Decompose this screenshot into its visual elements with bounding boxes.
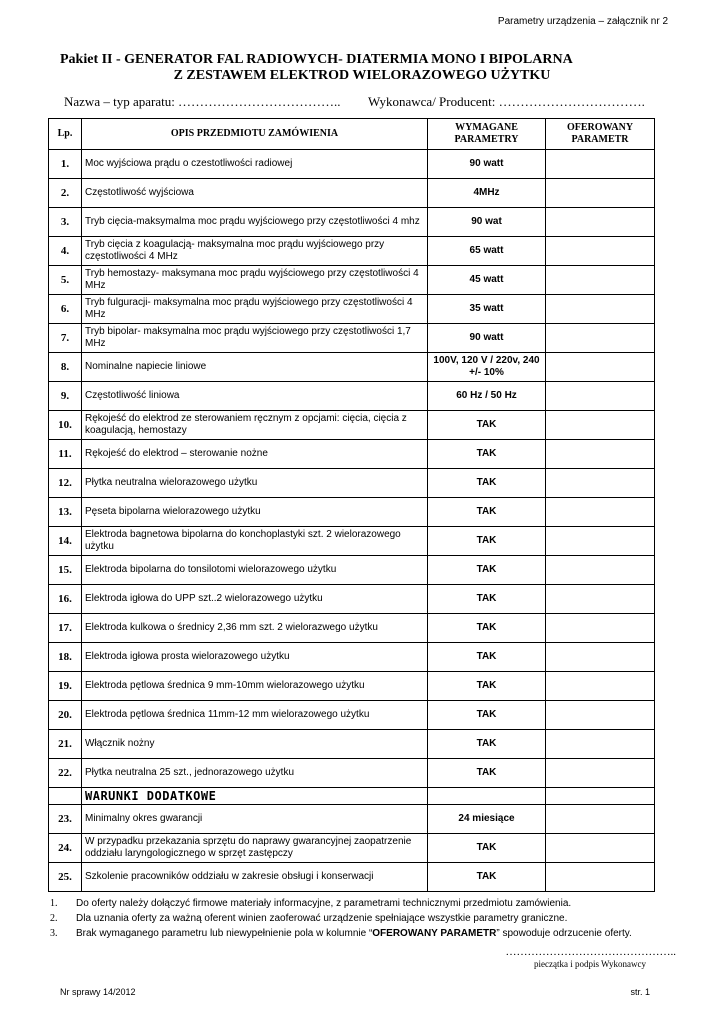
note-number: 3. <box>50 928 58 939</box>
row-required-parameter: TAK <box>428 585 546 614</box>
row-number: 5. <box>49 266 82 295</box>
row-description: Elektroda bagnetowa bipolarna do konchoplastyki szt. 2 wielorazowego użytku <box>82 527 428 556</box>
row-offered-parameter[interactable] <box>546 411 655 440</box>
row-required-parameter: TAK <box>428 614 546 643</box>
section-empty-cell <box>428 788 546 805</box>
row-description: Elektroda pętlowa średnica 11mm-12 mm wielorazowego użytku <box>82 701 428 730</box>
table-row <box>49 805 655 834</box>
row-number: 20. <box>49 701 82 730</box>
row-required-parameter: TAK <box>428 730 546 759</box>
table-row <box>49 672 655 701</box>
row-description: Tryb cięcia z koagulacją- maksymalna moc prądu wyjściowego przy częstotliwości 4 MHz <box>82 237 428 266</box>
row-offered-parameter[interactable] <box>546 730 655 759</box>
footer-case-number: Nr sprawy 14/2012 <box>60 987 136 997</box>
footer-page-number: str. 1 <box>630 987 650 997</box>
table-row <box>49 150 655 179</box>
note-text: Dla uznania oferty za ważną oferent winien zaoferować urządzenie spełniające wszystkie parametry graniczne. <box>76 913 568 924</box>
row-required-parameter: 60 Hz / 50 Hz <box>428 382 546 411</box>
row-offered-parameter[interactable] <box>546 643 655 672</box>
row-offered-parameter[interactable] <box>546 353 655 382</box>
note-item <box>50 896 670 911</box>
note-number: 2. <box>50 913 58 924</box>
row-offered-parameter[interactable] <box>546 701 655 730</box>
row-offered-parameter[interactable] <box>546 498 655 527</box>
row-required-parameter: 100V, 120 V / 220v, 240 +/- 10% <box>428 353 546 382</box>
row-required-parameter: TAK <box>428 411 546 440</box>
row-number: 8. <box>49 353 82 382</box>
row-offered-parameter[interactable] <box>546 805 655 834</box>
row-required-parameter: 4MHz <box>428 179 546 208</box>
row-offered-parameter[interactable] <box>546 469 655 498</box>
row-number: 7. <box>49 324 82 353</box>
row-required-parameter: 35 watt <box>428 295 546 324</box>
row-offered-parameter[interactable] <box>546 863 655 892</box>
row-required-parameter: TAK <box>428 834 546 863</box>
table-row <box>49 208 655 237</box>
table-row <box>49 863 655 892</box>
table-row <box>49 730 655 759</box>
row-required-parameter: TAK <box>428 527 546 556</box>
row-required-parameter: TAK <box>428 701 546 730</box>
row-number: 11. <box>49 440 82 469</box>
note-number: 1. <box>50 898 58 909</box>
row-number: 23. <box>49 805 82 834</box>
table-row <box>49 759 655 788</box>
table-row <box>49 585 655 614</box>
row-offered-parameter[interactable] <box>546 672 655 701</box>
parameters-table <box>48 118 655 892</box>
row-number: 25. <box>49 863 82 892</box>
row-offered-parameter[interactable] <box>546 295 655 324</box>
row-description: Włącznik nożny <box>82 730 428 759</box>
document-top-note: Parametry urządzenia – załącznik nr 2 <box>497 16 668 27</box>
signature-label: pieczątka i podpis Wykonawcy <box>533 959 646 969</box>
row-number: 12. <box>49 469 82 498</box>
row-description: Nominalne napiecie liniowe <box>82 353 428 382</box>
row-offered-parameter[interactable] <box>546 150 655 179</box>
table-row <box>49 237 655 266</box>
row-description: Częstotliwość liniowa <box>82 382 428 411</box>
row-required-parameter: 45 watt <box>428 266 546 295</box>
row-number: 24. <box>49 834 82 863</box>
table-row <box>49 324 655 353</box>
table-row <box>49 179 655 208</box>
row-description: Elektroda pętlowa średnica 9 mm-10mm wielorazowego użytku <box>82 672 428 701</box>
document-title-line2: Z ZESTAWEM ELEKTROD WIELORAZOWEGO UŻYTKU <box>173 68 551 83</box>
row-number: 16. <box>49 585 82 614</box>
row-number: 6. <box>49 295 82 324</box>
row-offered-parameter[interactable] <box>546 614 655 643</box>
row-offered-parameter[interactable] <box>546 179 655 208</box>
note-text-bold: OFEROWANY PARAMETR <box>372 928 497 939</box>
row-required-parameter: TAK <box>428 469 546 498</box>
row-number: 15. <box>49 556 82 585</box>
row-description: Tryb hemostazy- maksymana moc prądu wyjściowego przy częstotliwości 4 MHz <box>82 266 428 295</box>
row-offered-parameter[interactable] <box>546 208 655 237</box>
row-description: Tryb fulguracji- maksymalna moc prądu wyjściowego przy częstotliwości 4 MHz <box>82 295 428 324</box>
row-offered-parameter[interactable] <box>546 266 655 295</box>
note-text: Do oferty należy dołączyć firmowe materiały informacyjne, z parametrami technicznymi przedmiotu zamówienia. <box>76 898 572 909</box>
row-number: 1. <box>49 150 82 179</box>
row-description: Elektroda kulkowa o średnicy 2,36 mm szt. 2 wielorazwego użytku <box>82 614 428 643</box>
row-offered-parameter[interactable] <box>546 440 655 469</box>
row-number: 17. <box>49 614 82 643</box>
row-offered-parameter[interactable] <box>546 585 655 614</box>
signature-line: ……………………………………….. <box>505 946 676 958</box>
note-text-after: ” spowoduje odrzucenie oferty. <box>496 928 632 939</box>
section-empty-cell <box>49 788 82 805</box>
table-row <box>49 266 655 295</box>
row-description: Rękojeść do elektrod ze sterowaniem ręcznym z opcjami: cięcia, cięcia z koagulacją, hemostazy <box>82 411 428 440</box>
row-description: Częstotliwość wyjściowa <box>82 179 428 208</box>
row-number: 10. <box>49 411 82 440</box>
row-required-parameter: TAK <box>428 672 546 701</box>
note-text <box>76 926 632 941</box>
table-header-row <box>49 119 655 150</box>
row-required-parameter: 90 watt <box>428 150 546 179</box>
row-number: 4. <box>49 237 82 266</box>
row-required-parameter: 90 wat <box>428 208 546 237</box>
row-required-parameter: TAK <box>428 643 546 672</box>
header-description: OPIS PRZEDMIOTU ZAMÓWIENIA <box>82 119 428 150</box>
row-description: Rękojeść do elektrod – sterowanie nożne <box>82 440 428 469</box>
note-text-before: Brak wymaganego parametru lub niewypełnienie pola w kolumnie “ <box>76 928 373 939</box>
row-offered-parameter[interactable] <box>546 527 655 556</box>
header-required: WYMAGANE PARAMETRY <box>428 119 546 150</box>
row-description: Tryb bipolar- maksymalna moc prądu wyjściowego przy częstotliwości 1,7 MHz <box>82 324 428 353</box>
row-number: 14. <box>49 527 82 556</box>
row-description: Szkolenie pracowników oddziału w zakresie obsługi i konserwacji <box>82 863 428 892</box>
row-required-parameter: TAK <box>428 498 546 527</box>
row-description: Pęseta bipolarna wielorazowego użytku <box>82 498 428 527</box>
row-number: 19. <box>49 672 82 701</box>
table-row <box>49 469 655 498</box>
row-required-parameter: 90 watt <box>428 324 546 353</box>
row-offered-parameter[interactable] <box>546 382 655 411</box>
row-description: W przypadku przekazania sprzętu do naprawy gwarancyjnej zaopatrzenie oddziału laryngologicznego w sprzęt zastępczy <box>82 834 428 863</box>
row-description: Elektroda bipolarna do tonsilotomi wielorazowego użytku <box>82 556 428 585</box>
header-lp: Lp. <box>49 119 82 150</box>
row-number: 3. <box>49 208 82 237</box>
row-number: 2. <box>49 179 82 208</box>
apparatus-name-line: Nazwa – typ aparatu: ……………………………….. <box>64 94 341 109</box>
table-row <box>49 527 655 556</box>
row-description: Płytka neutralna wielorazowego użytku <box>82 469 428 498</box>
row-required-parameter: TAK <box>428 556 546 585</box>
table-row <box>49 353 655 382</box>
row-description: Elektroda igłowa prosta wielorazowego użytku <box>82 643 428 672</box>
table-row <box>49 411 655 440</box>
vendor-line: Wykonawca/ Producent: ……………………………. <box>368 94 645 109</box>
row-required-parameter: 65 watt <box>428 237 546 266</box>
row-description: Elektroda igłowa do UPP szt..2 wielorazowego użytku <box>82 585 428 614</box>
row-number: 13. <box>49 498 82 527</box>
table-row <box>49 614 655 643</box>
section-empty-cell <box>546 788 655 805</box>
row-number: 22. <box>49 759 82 788</box>
table-row <box>49 440 655 469</box>
table-row <box>49 643 655 672</box>
row-required-parameter: TAK <box>428 759 546 788</box>
row-number: 18. <box>49 643 82 672</box>
section-label: WARUNKI DODATKOWE <box>82 788 428 805</box>
table-row <box>49 701 655 730</box>
row-required-parameter: 24 miesiące <box>428 805 546 834</box>
row-offered-parameter[interactable] <box>546 324 655 353</box>
header-offered: OFEROWANY PARAMETR <box>546 119 655 150</box>
row-required-parameter: TAK <box>428 440 546 469</box>
document-title-line1: Pakiet II - GENERATOR FAL RADIOWYCH- DIATERMIA MONO I BIPOLARNA <box>60 52 573 67</box>
table-row <box>49 382 655 411</box>
table-row <box>49 295 655 324</box>
row-description: Moc wyjściowa prądu o czestotliwości radiowej <box>82 150 428 179</box>
row-number: 21. <box>49 730 82 759</box>
row-required-parameter: TAK <box>428 863 546 892</box>
table-row <box>49 834 655 863</box>
row-offered-parameter[interactable] <box>546 556 655 585</box>
row-offered-parameter[interactable] <box>546 759 655 788</box>
row-description: Tryb cięcia-maksymalma moc prądu wyjściowego przy częstotliwości 4 mhz <box>82 208 428 237</box>
row-number: 9. <box>49 382 82 411</box>
row-description: Minimalny okres gwarancji <box>82 805 428 834</box>
section-row-additional-conditions <box>49 788 655 805</box>
table-row <box>49 498 655 527</box>
row-offered-parameter[interactable] <box>546 834 655 863</box>
row-offered-parameter[interactable] <box>546 237 655 266</box>
note-item <box>50 911 670 926</box>
row-description: Płytka neutralna 25 szt., jednorazowego użytku <box>82 759 428 788</box>
notes-list <box>50 896 670 941</box>
note-item <box>50 926 670 941</box>
table-row <box>49 556 655 585</box>
